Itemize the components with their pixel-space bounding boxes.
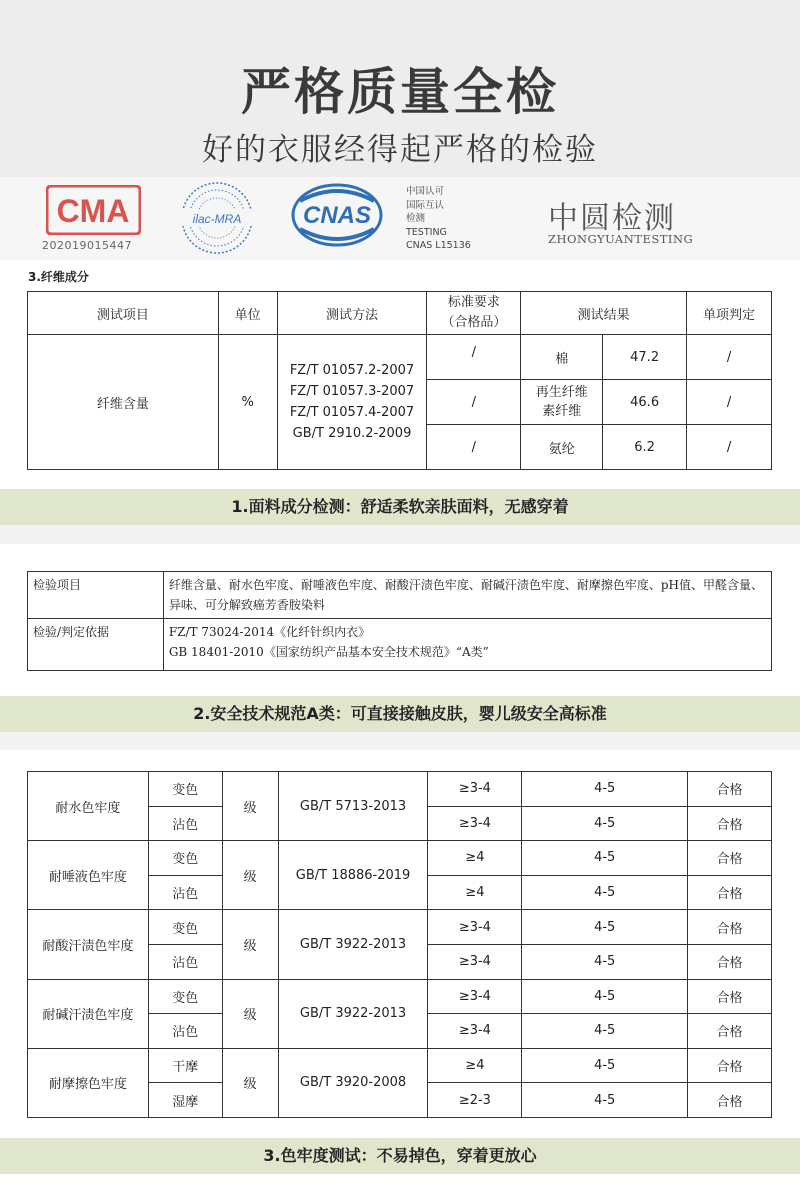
col-header: 单项判定 <box>687 292 772 335</box>
fastness-subitem: 变色 <box>148 772 222 807</box>
fastness-judge: 合格 <box>688 875 772 910</box>
fastness-requirement: ≥3-4 <box>428 910 522 945</box>
inspection-basis-value: FZ/T 73024-2014《化纤针织内衣》 GB 18401-2010《国家纺织产品基本安全技术规范》“A类” <box>163 619 771 671</box>
cma-logo-icon <box>46 185 141 235</box>
fastness-subitem: 沾色 <box>148 1014 222 1049</box>
col-header: 标准要求 （合格品） <box>427 292 521 335</box>
fiber-table <box>27 291 772 470</box>
fastness-result: 4-5 <box>522 979 688 1014</box>
brand-name-cn: 中圆检测 <box>548 201 676 236</box>
fiber-name: 再生纤维 素纤维 <box>521 380 603 425</box>
fastness-unit: 级 <box>222 979 278 1048</box>
col-header: 测试方法 <box>277 292 427 335</box>
fastness-result: 4-5 <box>522 772 688 807</box>
fastness-judge: 合格 <box>688 1014 772 1049</box>
certification-bar <box>0 177 800 260</box>
fastness-result: 4-5 <box>522 910 688 945</box>
table-row <box>28 572 772 619</box>
fastness-unit: 级 <box>222 841 278 910</box>
fastness-judge: 合格 <box>688 841 772 876</box>
spacer <box>0 732 800 750</box>
fastness-unit: 级 <box>222 1048 278 1117</box>
fiber-requirement: / <box>427 425 521 470</box>
fastness-item: 耐唾液色牢度 <box>28 841 149 910</box>
fastness-item: 耐水色牢度 <box>28 772 149 841</box>
fastness-result: 4-5 <box>522 1014 688 1049</box>
inspection-item-label: 检验项目 <box>28 572 164 619</box>
brand-name-en: ZHONGYUANTESTING <box>548 232 694 246</box>
fastness-method: GB/T 3922-2013 <box>278 979 428 1048</box>
fastness-subitem: 变色 <box>148 910 222 945</box>
fastness-unit: 级 <box>222 772 278 841</box>
fastness-subitem: 沾色 <box>148 944 222 979</box>
fiber-unit: % <box>218 335 277 470</box>
fastness-item: 耐摩擦色牢度 <box>28 1048 149 1117</box>
fiber-value: 6.2 <box>603 425 687 470</box>
table-row <box>28 335 772 380</box>
fastness-subitem: 沾色 <box>148 875 222 910</box>
fastness-subitem: 沾色 <box>148 806 222 841</box>
svg-text:ilac-MRA: ilac-MRA <box>192 212 242 226</box>
page-subtitle: 好的衣服经得起严格的检验 <box>202 132 598 168</box>
fastness-judge: 合格 <box>688 1083 772 1118</box>
fiber-name: 棉 <box>521 335 603 380</box>
col-header: 单位 <box>218 292 277 335</box>
fiber-requirement: / <box>427 335 521 380</box>
fastness-requirement: ≥3-4 <box>428 944 522 979</box>
fastness-unit: 级 <box>222 910 278 979</box>
spacer <box>0 525 800 544</box>
fastness-requirement: ≥4 <box>428 841 522 876</box>
fastness-judge: 合格 <box>688 944 772 979</box>
table-row <box>28 772 772 807</box>
fiber-requirement: / <box>427 380 521 425</box>
cnas-accreditation-text: 中国认可 国际互认 检测 TESTING CNAS L15136 <box>406 186 471 251</box>
table-row <box>28 841 772 876</box>
fastness-result: 4-5 <box>522 806 688 841</box>
fastness-judge: 合格 <box>688 979 772 1014</box>
fiber-value: 46.6 <box>603 380 687 425</box>
fastness-method: GB/T 3920-2008 <box>278 1048 428 1117</box>
fastness-requirement: ≥2-3 <box>428 1083 522 1118</box>
fiber-judge: / <box>687 380 772 425</box>
fastness-judge: 合格 <box>688 1048 772 1083</box>
fastness-subitem: 变色 <box>148 841 222 876</box>
fiber-item: 纤维含量 <box>28 335 219 470</box>
section-banner-3: 3.色牢度测试：不易掉色，穿着更放心 <box>0 1138 800 1174</box>
fastness-result: 4-5 <box>522 944 688 979</box>
svg-text:CNAS: CNAS <box>302 202 372 229</box>
page-title: 严格质量全检 <box>241 63 559 121</box>
fastness-requirement: ≥4 <box>428 875 522 910</box>
fiber-name: 氨纶 <box>521 425 603 470</box>
fastness-method: GB/T 5713-2013 <box>278 772 428 841</box>
fiber-section-label: 3.纤维成分 <box>28 270 89 284</box>
fastness-result: 4-5 <box>522 1083 688 1118</box>
fastness-item: 耐碱汗渍色牢度 <box>28 979 149 1048</box>
table-row <box>28 619 772 671</box>
fastness-method: GB/T 3922-2013 <box>278 910 428 979</box>
col-header: 测试结果 <box>521 292 687 335</box>
fastness-item: 耐酸汗渍色牢度 <box>28 910 149 979</box>
fiber-methods: FZ/T 01057.2-2007 FZ/T 01057.3-2007 FZ/T 01057.4-2007 GB/T 2910.2-2009 <box>277 335 427 470</box>
fiber-value: 47.2 <box>603 335 687 380</box>
inspection-item-value: 纤维含量、耐水色牢度、耐唾液色牢度、耐酸汗渍色牢度、耐碱汗渍色牢度、耐摩擦色牢度、pH值、甲醛含量、异味、可分解致癌芳香胺染料 <box>163 572 771 619</box>
fiber-judge: / <box>687 335 772 380</box>
cnas-logo-icon <box>290 183 385 247</box>
fastness-requirement: ≥4 <box>428 1048 522 1083</box>
svg-text:CMA: CMA <box>56 193 130 229</box>
fastness-requirement: ≥3-4 <box>428 1014 522 1049</box>
inspection-table <box>27 571 772 671</box>
fastness-judge: 合格 <box>688 772 772 807</box>
table-row <box>28 979 772 1014</box>
cma-number: 202019015447 <box>42 239 132 252</box>
fastness-method: GB/T 18886-2019 <box>278 841 428 910</box>
fastness-judge: 合格 <box>688 910 772 945</box>
fastness-subitem: 变色 <box>148 979 222 1014</box>
fastness-requirement: ≥3-4 <box>428 806 522 841</box>
fastness-subitem: 湿摩 <box>148 1083 222 1118</box>
fastness-requirement: ≥3-4 <box>428 979 522 1014</box>
colorfastness-table <box>27 771 772 1118</box>
table-row <box>28 1048 772 1083</box>
table-row <box>28 910 772 945</box>
fastness-result: 4-5 <box>522 875 688 910</box>
fastness-result: 4-5 <box>522 1048 688 1083</box>
section-banner-1: 1.面料成分检测：舒适柔软亲肤面料，无感穿着 <box>0 489 800 525</box>
fiber-judge: / <box>687 425 772 470</box>
fastness-judge: 合格 <box>688 806 772 841</box>
inspection-basis-label: 检验/判定依据 <box>28 619 164 671</box>
fastness-result: 4-5 <box>522 841 688 876</box>
ilac-mra-logo-icon <box>178 180 256 256</box>
section-banner-2: 2.安全技术规范A类：可直接接触皮肤，婴儿级安全高标准 <box>0 696 800 732</box>
fastness-subitem: 干摩 <box>148 1048 222 1083</box>
fastness-requirement: ≥3-4 <box>428 772 522 807</box>
col-header: 测试项目 <box>28 292 219 335</box>
page-header <box>0 0 800 177</box>
fiber-header-row <box>28 292 772 335</box>
